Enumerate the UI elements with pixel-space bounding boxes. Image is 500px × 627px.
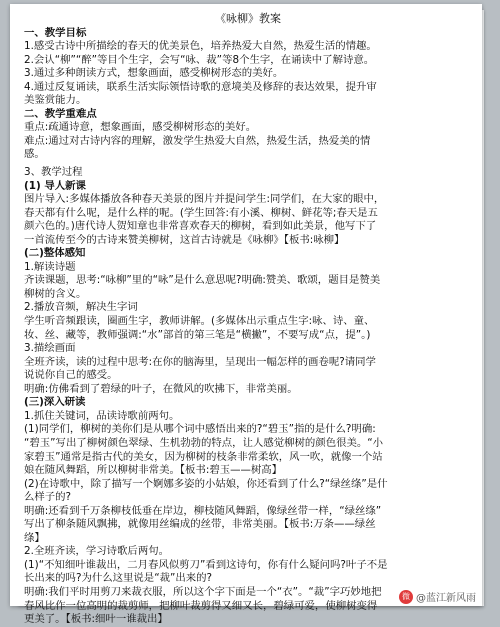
text-line: 写出了柳条随风飘拂，就像用丝编成的丝带，非常美丽。【板书:万条——绿丝 [24,518,376,531]
text-line: 重点:疏通诗意，想象画面，感受柳树形态的美好。 [24,121,257,134]
text-line: 1.感受古诗中所描绘的春天的优美景色，培养热爱大自然，热爱生活的情趣。 [24,40,377,53]
text-line: 妆、丝、藏等，教师强调:“水”部首的第三笔是“横撇”，不要写成“点，提”。) [24,328,371,341]
text-line: 1.解读诗题 [24,260,76,273]
text-line: 1.抓住关键词，品读诗歌前两句。 [24,409,180,422]
text-line: 学生听音频跟读，圈画生字，教师讲解。(多媒体出示重点生字:咏、诗、童、 [24,315,375,328]
text-line: 家碧玉”通常是指古代的美女，因为柳树的枝条非常柔软，风一吹，就像一个站 [24,450,383,463]
section-heading: (三)深入研读 [24,396,86,409]
text-line: 春风比作一位高明的裁剪师，把柳叶裁剪得又细又长，碧绿可爱，使柳树变得 [24,599,378,612]
text-line: 春天都有什么呢，是什么样的呢。(学生回答:有小溪、柳树、鲜花等;春天是五 [24,206,378,219]
section-heading: 一、教学目标 [24,26,87,39]
text-line: 全班齐读，读的过程中思考:在你的脑海里，呈现出一幅怎样的画卷呢?请同学 [24,355,376,368]
text-line: (2)在诗歌中，除了描写一个婀娜多姿的小姑娘，你还看到了什么?“绿丝绦”是什 [24,477,388,490]
text-line: 2.播放音频，解决生字词 [24,301,138,314]
text-line: 图片导入:多媒体播放各种春天美景的图片并提问学生:同学们，在大家的眼中， [24,193,385,206]
section-heading: 二、教学重难点 [24,107,97,120]
watermark-text: @蓝江新风雨 [416,593,476,604]
section-heading: (1) 导人新课 [24,179,86,192]
document-page [10,4,482,626]
text-line: 一首流传至今的古诗来赞美柳树，这首古诗就是《咏柳》【板书:咏柳】 [24,233,345,246]
text-line: (1)“不知细叶谁裁出，二月春风似剪刀”看到这诗句，你有什么疑问吗?叶子不是 [24,558,388,571]
text-line: 么样子的? [24,491,72,504]
text-line: 绦】 [24,531,45,544]
section-heading: (二)整体感知 [24,247,86,260]
text-line: 明确:还看到千万条柳枝低垂在岸边，柳枝随风舞蹈，像绿丝带一样，“绿丝绦” [24,504,382,517]
text-line: 3.描绘画面 [24,342,76,355]
text-line: (1)同学们，柳树的美你们是从哪个词中感悟出来的?“碧玉”指的是什么?明确: [24,423,376,436]
text-line: 感。 [24,148,45,161]
text-line: 柳树的含义。 [24,287,87,300]
text-line: “碧玉”写出了柳树颜色翠绿、生机勃勃的特点，让人感觉柳树的颜色很美。“小 [24,436,384,449]
text-line: 难点:通过对古诗内容的理解，激发学生热爱大自然，热爱生活，热爱美的情 [24,134,371,147]
text-line: 明确:仿佛看到了碧绿的叶子，在微风的吹拂下，非常美丽。 [24,382,298,395]
watermark [399,589,476,604]
text-line: 娘在随风舞蹈，所以柳树非常美。【板书:碧玉——树高】 [24,464,283,477]
document-body [24,27,472,627]
text-line: 更美了。【板书:细叶一谁裁出】 [24,613,168,626]
text-line: 明确:我们平时用剪刀来裁衣服，所以这个字下面是一个“衣”。“裁”字巧妙地把 [24,585,382,598]
text-line: 4.通过反复诵读，联系生活实际领悟诗歌的意境美及修辞的表达效果，提升审 [24,80,377,93]
text-line: 长出来的吗?为什么这里说是“裁”出来的? [24,572,213,585]
document-content [24,12,472,627]
text-line: 颜六色的。)唐代诗人贺知章也非常喜欢春天的柳树，看到如此美景，他写下了 [24,220,377,233]
text-line: 3、教学过程 [24,166,83,179]
weibo-logo-icon: 微 [399,590,413,604]
text-line: 2.会认“柳”“醉”等目个生字，会写“咏、裁”等8个生字，在诵读中了解诗意。 [24,53,375,66]
text-line: 美鉴赏能力。 [24,94,87,107]
text-line: 2.全班齐读，学习诗歌后两句。 [24,545,169,558]
text-line: 齐读课题，思考:“咏柳”里的“咏”是什么意思呢?明确:赞美、歌颂，题目是赞美 [24,274,381,287]
document-title: 《咏柳》教案 [215,12,281,25]
text-line: 3.通过多种朗读方式，想象画面，感受柳树形态的美好。 [24,67,284,80]
text-line: 说说你自己的感受。 [24,369,118,382]
